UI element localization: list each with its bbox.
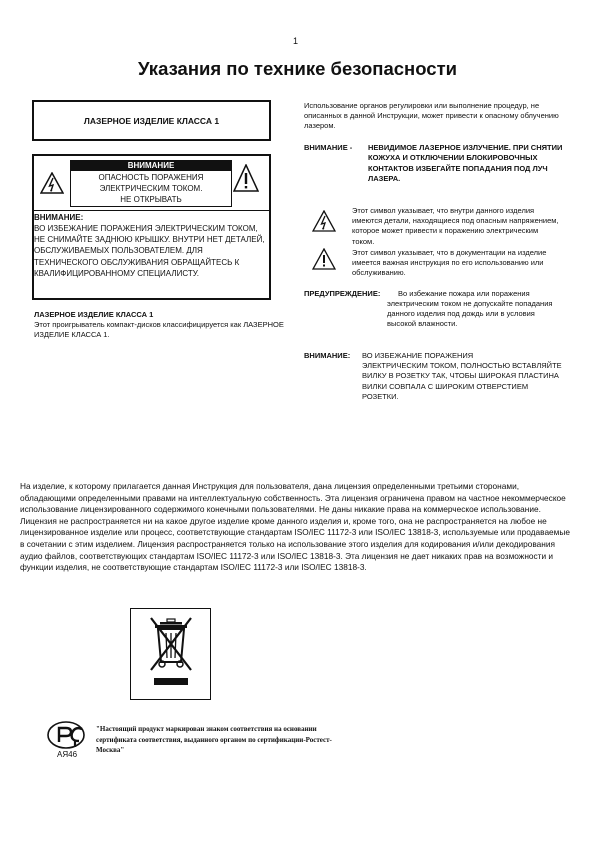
plug-warning-block (362, 351, 562, 402)
warning-line-1: ОПАСНОСТЬ ПОРАЖЕНИЯ (98, 173, 204, 182)
laser-section-title: ЛАЗЕРНОЕ ИЗДЕЛИЕ КЛАССА 1 (34, 310, 154, 319)
warning-divider (33, 210, 270, 211)
plug-warning-label: ВНИМАНИЕ: (304, 351, 351, 360)
laser-section-text: Этот проигрыватель компакт-дисков классифицируется как ЛАЗЕРНОЕ ИЗДЕЛИЕ КЛАССА 1. (34, 320, 284, 339)
license-paragraph: На изделие, к которому прилагается данная Инструкция для пользователя, дана лицензия определенными третьими сторонами, обладающими определенными правами на интеллектуальную собственность. Эта лицензия ограничена правом на частное некоммерческое использование лицензированного содержимого конечными пользователями. Не даны никакие права на коммерческое использование. Лицензия не распространяется ни на какое другое изделие кроме данного изделия и, кроме того, она не распространяется на любое не лицензированное изделие или процесс, соответствующие стандартам ISO/IEC 11172-3 или ISO/IEC 13818-3, используемые или продаваемые в сочетании с этим изделием. Лицензия распространяется только на использование этого изделия для кодирования и/или декодирования аудио файлов, соответствующих стандартам ISO/IEC 11172-3 или ISO/IEC 13818-3. Эта лицензия не дает никаких прав на возможности и функции изделия, не соответствующие стандартам ISO/IEC 11172-3 или ISO/IEC 13818-3. (20, 481, 570, 573)
lightning-symbol-text: Этот символ указывает, что внутри данного изделия имеются детали, находящиеся под опасным напряжением, которое может привести к поражению электрическим током. (352, 206, 559, 246)
warning-subheading: ВНИМАНИЕ: (34, 213, 84, 222)
exclamation-warning-icon (233, 164, 259, 197)
warning-line-2: ЭЛЕКТРИЧЕСКИМ ТОКОМ. (99, 184, 203, 193)
warning-heading: ВНИМАНИЕ (71, 161, 231, 171)
lightning-warning-icon (40, 172, 64, 199)
warning-text: ВО ИЗБЕЖАНИЕ ПОРАЖЕНИЯ ЭЛЕКТРИЧЕСКИМ ТОКОМ, НЕ СНИМАЙТЕ ЗАДНЮЮ КРЫШКУ. ВНУТРИ НЕТ ДЕТАЛЕЙ, ОБСЛУЖИВАЕМЫХ ПОЛЬЗОВАТЕЛЕМ. ДЛЯ ТЕХНИЧЕСКОГО ОБСЛУЖИВАНИЯ ОБРАЩАЙТЕСЬ К КВАЛИФИЦИРОВАННОМУ СПЕЦИАЛИСТУ. (34, 224, 265, 278)
predupr-label: ПРЕДУПРЕЖДЕНИЕ: (304, 289, 381, 298)
laser-class-box (32, 100, 271, 141)
page-title: Указания по технике безопасности (138, 58, 457, 79)
plug-warning-text: ЭЛЕКТРИЧЕСКИМ ТОКОМ, ПОЛНОСТЬЮ ВСТАВЛЯЙТЕ ВИЛКУ В РОЗЕТКУ ТАК, ЧТОБЫ ШИРОКАЯ ПЛАСТИНА ВИЛКИ СОВПАЛА С ШИРОКИМ ОТВЕРСТИЕМ РОЗЕТКИ. (362, 361, 562, 401)
crossed-bin-icon (147, 614, 195, 699)
predupr-first-line: Во избежание пожара или поражения (398, 289, 530, 298)
certification-code: АЯ46 (57, 750, 78, 759)
invisible-laser-text: НЕВИДИМОЕ ЛАЗЕРНОЕ ИЗЛУЧЕНИЕ. ПРИ СНЯТИИ КОЖУХА И ОТКЛЮЧЕНИИ БЛОКИРОВОЧНЫХ КОНТАКТОВ ИЗБЕГАЙТЕ ПОПАДАНИЯ ПОД ЛУЧ ЛАЗЕРА. (368, 143, 563, 183)
lightning-symbol-icon (312, 210, 336, 237)
warning-lines (71, 172, 231, 205)
certification-text: "Настоящий продукт маркирован знаком соответствия на основании сертификата соответствия, выданного органом по сертификации-Ростест-Москва" (96, 725, 332, 754)
page-number: 1 (293, 36, 299, 46)
invisible-laser-label: ВНИМАНИЕ - (304, 143, 353, 152)
exclamation-symbol-text: Этот символ указывает, что в документации на изделие имеется важная инструкция по его использованию или обслуживанию. (352, 248, 547, 278)
laser-procedure-note: Использование органов регулировки или выполнение процедур, не описанных в данной Инструкции, может привести к опасному облучению лазером. (304, 101, 559, 131)
predupr-text: электрическим током не допускайте попадания данного изделия под дождь или в условия высокой влажности. (387, 299, 553, 329)
plug-warning-first-line: ВО ИЗБЕЖАНИЕ ПОРАЖЕНИЯ (362, 351, 474, 360)
laser-class-label: ЛАЗЕРНОЕ ИЗДЕЛИЕ КЛАССА 1 (83, 115, 220, 126)
warning-line-3: НЕ ОТКРЫВАТЬ (120, 195, 182, 204)
exclamation-symbol-icon (312, 248, 336, 275)
